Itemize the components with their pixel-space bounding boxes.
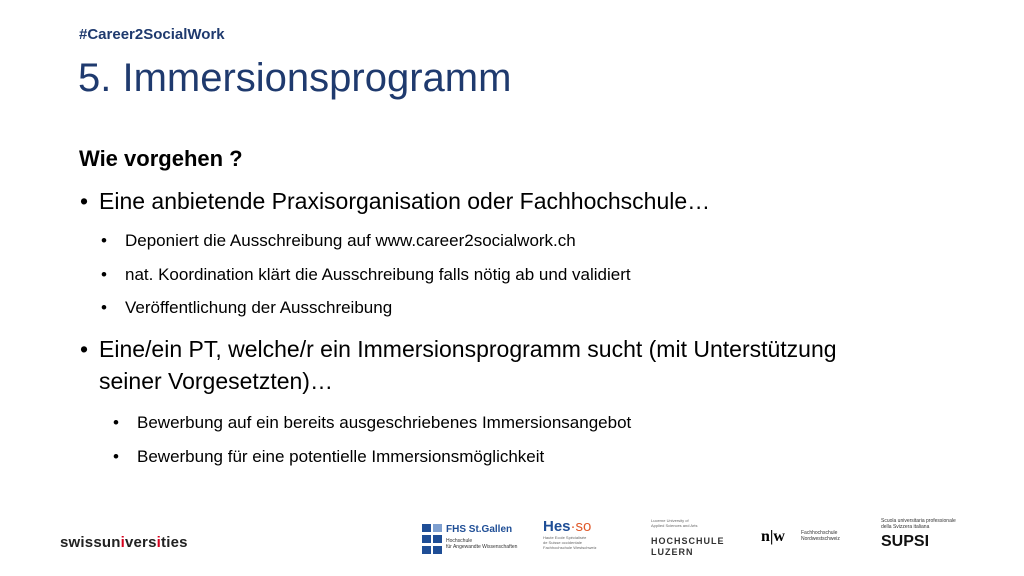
sub-bullet-text: Veröffentlichung der Ausschreibung <box>125 298 393 317</box>
subheading: Wie vorgehen ? <box>79 146 243 171</box>
fhnw-logo: n|w Fachhochschule Nordwestschweiz <box>761 528 840 545</box>
bullet-icon: • <box>101 231 107 250</box>
hslu-logo: Lucerne University of Applied Sciences and Arts HOCHSCHULE LUZERN <box>651 518 725 557</box>
logo-square-icon <box>422 546 431 554</box>
sub-bullet-text: Deponiert die Ausschreibung auf www.career2socialwork.ch <box>125 231 576 250</box>
sub-bullet-text: Bewerbung für eine potentielle Immersionsmöglichkeit <box>137 447 545 466</box>
logo-square-icon <box>433 535 442 543</box>
logo-square-icon <box>433 524 442 532</box>
bullet-icon: • <box>101 298 107 317</box>
bullet-2 <box>80 333 840 397</box>
bullet-text: Eine/ein PT, welche/r ein Immersionsprogramm sucht (mit Unterstützung seiner Vorgesetzten)… <box>99 336 837 394</box>
sub-bullet-2-2 <box>113 446 544 468</box>
supsi-logo: Scuola universitaria professionale della Svizzera italiana SUPSI <box>881 518 956 550</box>
bullet-icon: • <box>80 188 89 214</box>
bullet-icon: • <box>101 265 107 284</box>
page-title: 5. Immersionsprogramm <box>78 56 512 100</box>
footer-logos <box>0 510 1024 576</box>
hashtag: #Career2SocialWork <box>79 26 225 43</box>
logo-square-icon <box>422 524 431 532</box>
hes-so-logo: Hes·so Haute Ecole Spécialisée de Suisse occidentale Fachhochschule Westschweiz <box>543 518 597 550</box>
sub-bullet-1-2 <box>101 264 631 286</box>
fhs-st-gallen-logo: FHS St.Gallen Hochschule für Angewandte Wissenschaften <box>422 518 522 558</box>
sub-bullet-text: nat. Koordination klärt die Ausschreibung falls nötig ab und validiert <box>125 265 631 284</box>
sub-bullet-2-1 <box>113 412 631 434</box>
bullet-1 <box>80 185 880 217</box>
swissuniversities-logo: swissuniversities <box>60 534 188 551</box>
sub-bullet-text: Bewerbung auf ein bereits ausgeschriebenes Immersionsangebot <box>137 413 632 432</box>
logo-square-icon <box>433 546 442 554</box>
sub-bullet-1-1 <box>101 230 576 252</box>
bullet-icon: • <box>113 413 119 432</box>
sub-bullet-1-3 <box>101 297 392 319</box>
bullet-icon: • <box>80 336 89 362</box>
bullet-icon: • <box>113 447 119 466</box>
logo-square-icon <box>422 535 431 543</box>
bullet-text: Eine anbietende Praxisorganisation oder Fachhochschule… <box>99 188 711 214</box>
